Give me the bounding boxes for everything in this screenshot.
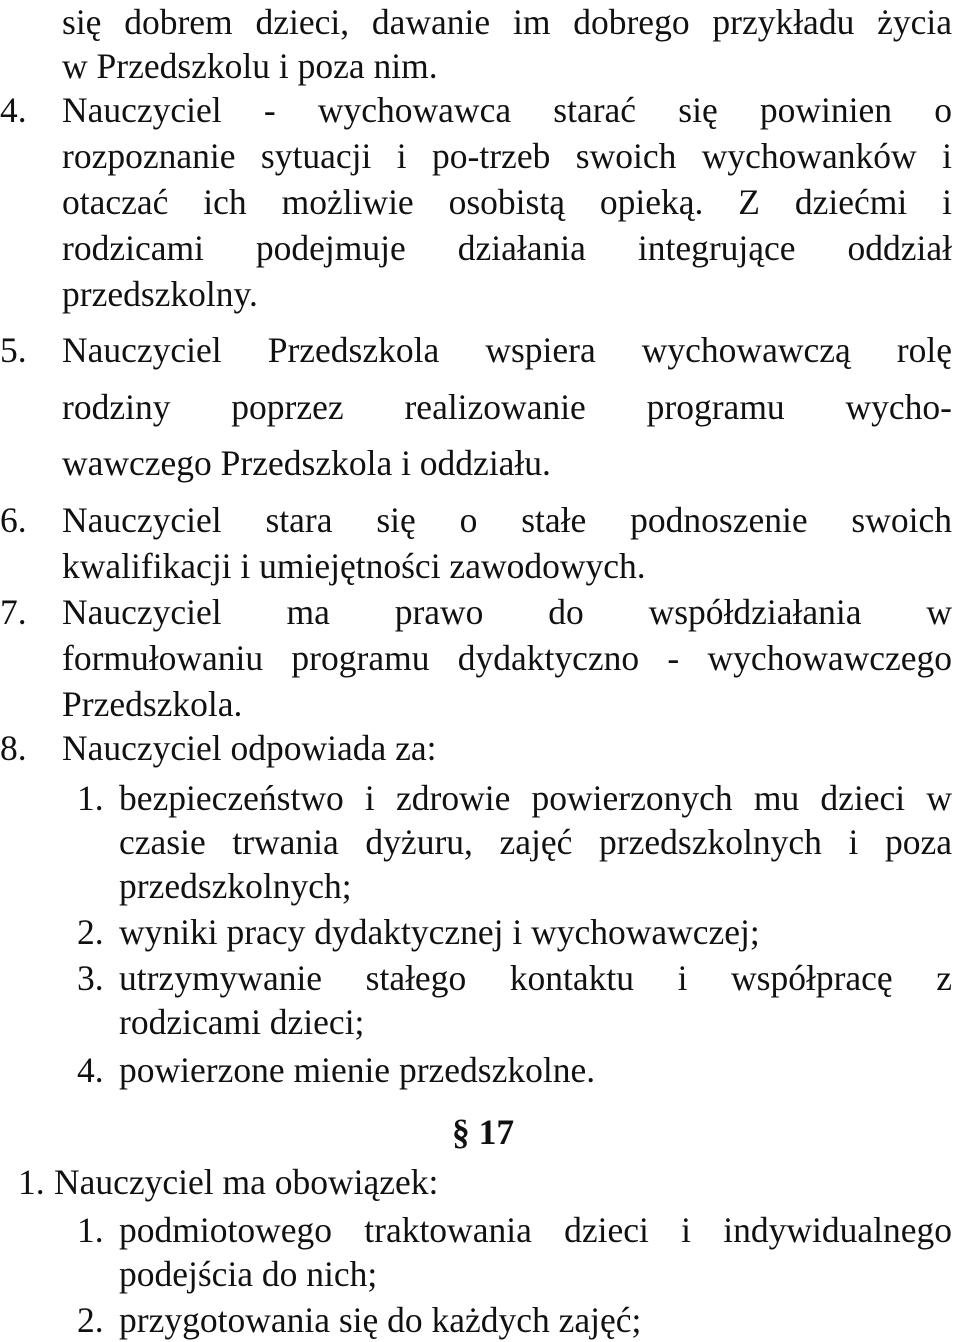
text-line: otaczać ich możliwie osobistą opieką. Z dziećmi i (62, 182, 952, 222)
text-line: Przedszkola. (62, 684, 243, 724)
text-line: wyniki pracy dydaktycznej i wychowawczej; (119, 912, 760, 952)
text-line: Nauczyciel stara się o stałe podnoszenie swoich (62, 500, 952, 540)
item-number: 4. (0, 90, 27, 130)
text-line: Nauczyciel odpowiada za: (62, 728, 437, 768)
text-line: rodzicami dzieci; (119, 1002, 365, 1042)
text-line: wawczego Przedszkola i oddziału. (62, 443, 551, 483)
subitem-number: 2. (77, 1300, 104, 1340)
text-line: formułowaniu programu dydaktyczno - wychowawczego (62, 638, 952, 678)
section-heading: § 17 (452, 1112, 515, 1152)
subitem-number: 2. (77, 912, 104, 952)
text-line: podejścia do nich; (119, 1254, 378, 1294)
subitem-number: 1. (77, 778, 104, 818)
item-number: 1. (18, 1162, 45, 1202)
item-number: 5. (0, 330, 27, 370)
text-line: utrzymywanie stałego kontaktu i współpracę z (119, 958, 952, 998)
text-line: kwalifikacji i umiejętności zawodowych. (62, 546, 646, 586)
item-number: 8. (0, 728, 27, 768)
text-line: Nauczyciel ma prawo do współdziałania w (62, 592, 952, 632)
subitem-number: 3. (77, 958, 104, 998)
text-line: rodziny poprzez realizowanie programu wycho- (62, 387, 952, 427)
text-line: przedszkolny. (62, 274, 258, 314)
item-number: 7. (0, 592, 27, 632)
text-line: bezpieczeństwo i zdrowie powierzonych mu dzieci w (119, 778, 952, 818)
text-line: czasie trwania dyżuru, zajęć przedszkolnych i poza (119, 822, 952, 862)
item-number: 6. (0, 500, 27, 540)
text-line: Nauczyciel - wychowawca starać się powinien o (62, 90, 952, 130)
text-line: w Przedszkolu i poza nim. (62, 46, 438, 86)
text-line: przedszkolnych; (119, 866, 352, 906)
text-line: Nauczyciel Przedszkola wspiera wychowawczą rolę (62, 330, 952, 370)
text-line: się dobrem dzieci, dawanie im dobrego przykładu życia (62, 2, 952, 42)
text-line: rozpoznanie sytuacji i po-trzeb swoich wychowanków i (62, 136, 952, 176)
text-line: Nauczyciel ma obowiązek: (54, 1162, 439, 1202)
subitem-number: 4. (77, 1050, 104, 1090)
text-line: rodzicami podejmuje działania integrujące oddział (62, 228, 952, 268)
text-line: podmiotowego traktowania dzieci i indywidualnego (119, 1210, 952, 1250)
text-line: przygotowania się do każdych zajęć; (119, 1300, 642, 1340)
subitem-number: 1. (77, 1210, 104, 1250)
text-line: powierzone mienie przedszkolne. (119, 1050, 596, 1090)
